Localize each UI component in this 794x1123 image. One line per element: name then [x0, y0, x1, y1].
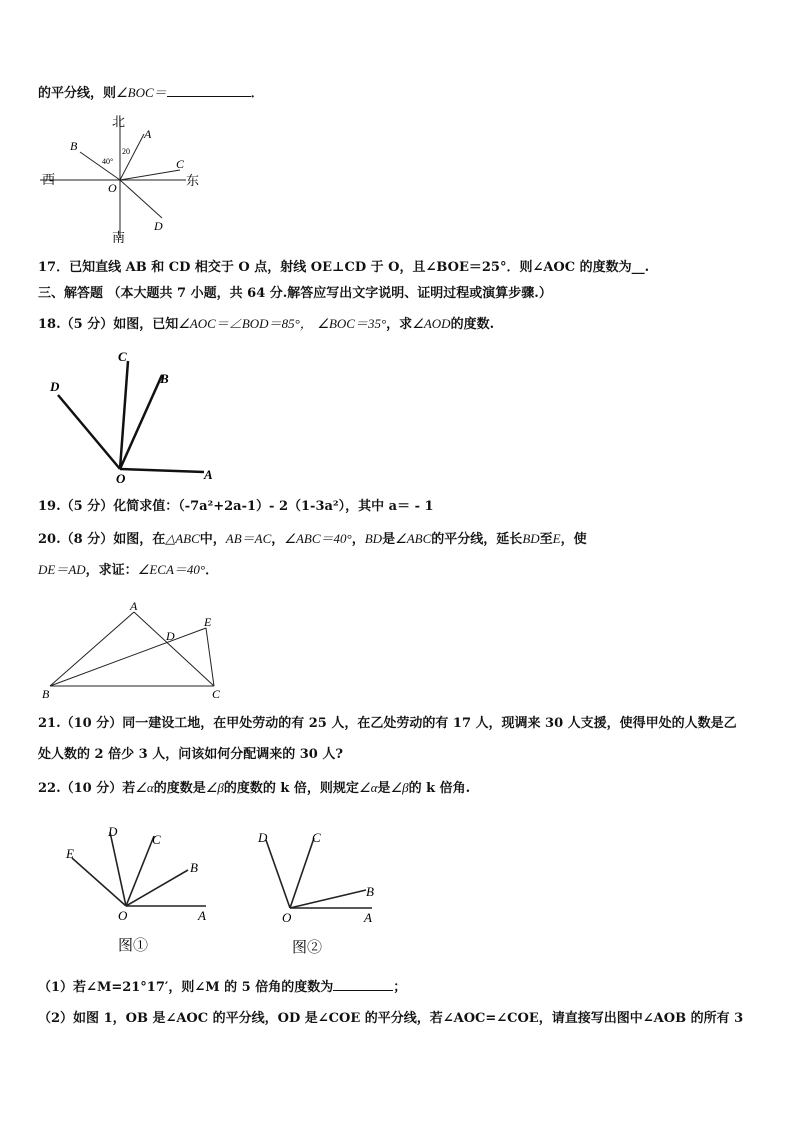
point-c-label: C [176, 157, 185, 171]
north-label: 北 [112, 114, 126, 129]
q22-figure-2 [248, 820, 398, 960]
point-b-label: B [70, 139, 78, 153]
point-d-label: D [166, 629, 175, 643]
point-e-label: E [204, 615, 212, 629]
point-b-label: B [190, 860, 198, 875]
point-a-label: A [198, 908, 206, 923]
point-d-label: D [258, 830, 268, 845]
q22-sub-1: （1）若∠M=21°17′，则∠M 的 5 倍角的度数为 ； [38, 977, 406, 997]
q20-triangle-figure [38, 598, 238, 702]
point-b-label: B [42, 687, 50, 701]
q18-angle-figure [38, 345, 238, 483]
point-e-label: E [66, 846, 74, 861]
q22-figure-1 [56, 820, 226, 960]
point-a-label: A [130, 599, 138, 613]
answer-blank [333, 977, 393, 991]
point-c-label: C [212, 687, 221, 701]
q19-text: 19.（5 分）化简求值：（-7a²+2a-1）- 2（1-3a²），其中 a＝ - 1 [38, 499, 434, 514]
west-label: 西 [42, 172, 56, 187]
q20-line-1: 20.（8 分）如图，在△ABC中，AB＝AC，∠ABC＝40°，BD是∠ABC的平分线，延长BD至E，使 [38, 531, 587, 547]
q22-text: 22.（10 分）若∠α的度数是∠β的度数的 k 倍，则规定∠α是∠β的 k 倍角. [38, 780, 471, 796]
q21-line-1: 21.（10 分）同一建设工地，在甲处劳动的有 25 人，在乙处劳动的有 17 人，现调来 30 人支援，使得甲处的人数是乙 [38, 716, 737, 731]
point-b-label: B [160, 371, 169, 386]
point-o-label: O [118, 908, 128, 923]
section-3-heading: 三、解答题 （本大题共 7 小题，共 64 分.解答应写出文字说明、证明过程或演算步骤.） [38, 286, 552, 301]
south-label: 南 [112, 230, 126, 245]
east-label: 东 [186, 173, 200, 188]
point-d-label: D [50, 379, 60, 394]
point-a-label: A [144, 127, 152, 141]
point-c-label: C [152, 832, 161, 847]
q16-compass-figure [38, 110, 218, 250]
q17-text: 17．已知直线 AB 和 CD 相交于 O 点，射线 OE⊥CD 于 O，且∠BOE＝25°．则∠AOC 的度数为__. [38, 260, 650, 275]
point-o-label: O [282, 910, 292, 925]
figure-1-caption: 图① [118, 938, 149, 954]
point-d-label: D [154, 219, 163, 233]
point-a-label: A [204, 467, 213, 482]
q16-text: 的平分线，则∠BOC＝ ． [38, 85, 264, 101]
point-o-label: O [108, 181, 117, 195]
point-c-label: C [312, 830, 321, 845]
q18-text: 18.（5 分）如图，已知∠AOC＝∠BOD＝85°， ∠BOC＝35°，求∠AOD的度数. [38, 316, 495, 332]
answer-blank [167, 83, 251, 97]
point-o-label: O [116, 471, 126, 483]
point-c-label: C [118, 349, 127, 364]
q21-line-2: 处人数的 2 倍少 3 人，问该如何分配调来的 30 人? [38, 747, 343, 762]
angle-20-label: 20 [122, 147, 130, 156]
figure-2-caption: 图② [292, 940, 323, 956]
q22-sub-2: （2）如图 1，OB 是∠AOC 的平分线，OD 是∠COE 的平分线，若∠AOC=∠COE，请直接写出图中∠AOB 的所有 3 [38, 1011, 744, 1026]
point-a-label: A [364, 910, 372, 925]
angle-40-label: 40° [102, 157, 114, 166]
point-b-label: B [366, 884, 374, 899]
point-d-label: D [108, 824, 118, 839]
q20-line-2: DE＝AD，求证：∠ECA＝40°． [38, 562, 219, 578]
